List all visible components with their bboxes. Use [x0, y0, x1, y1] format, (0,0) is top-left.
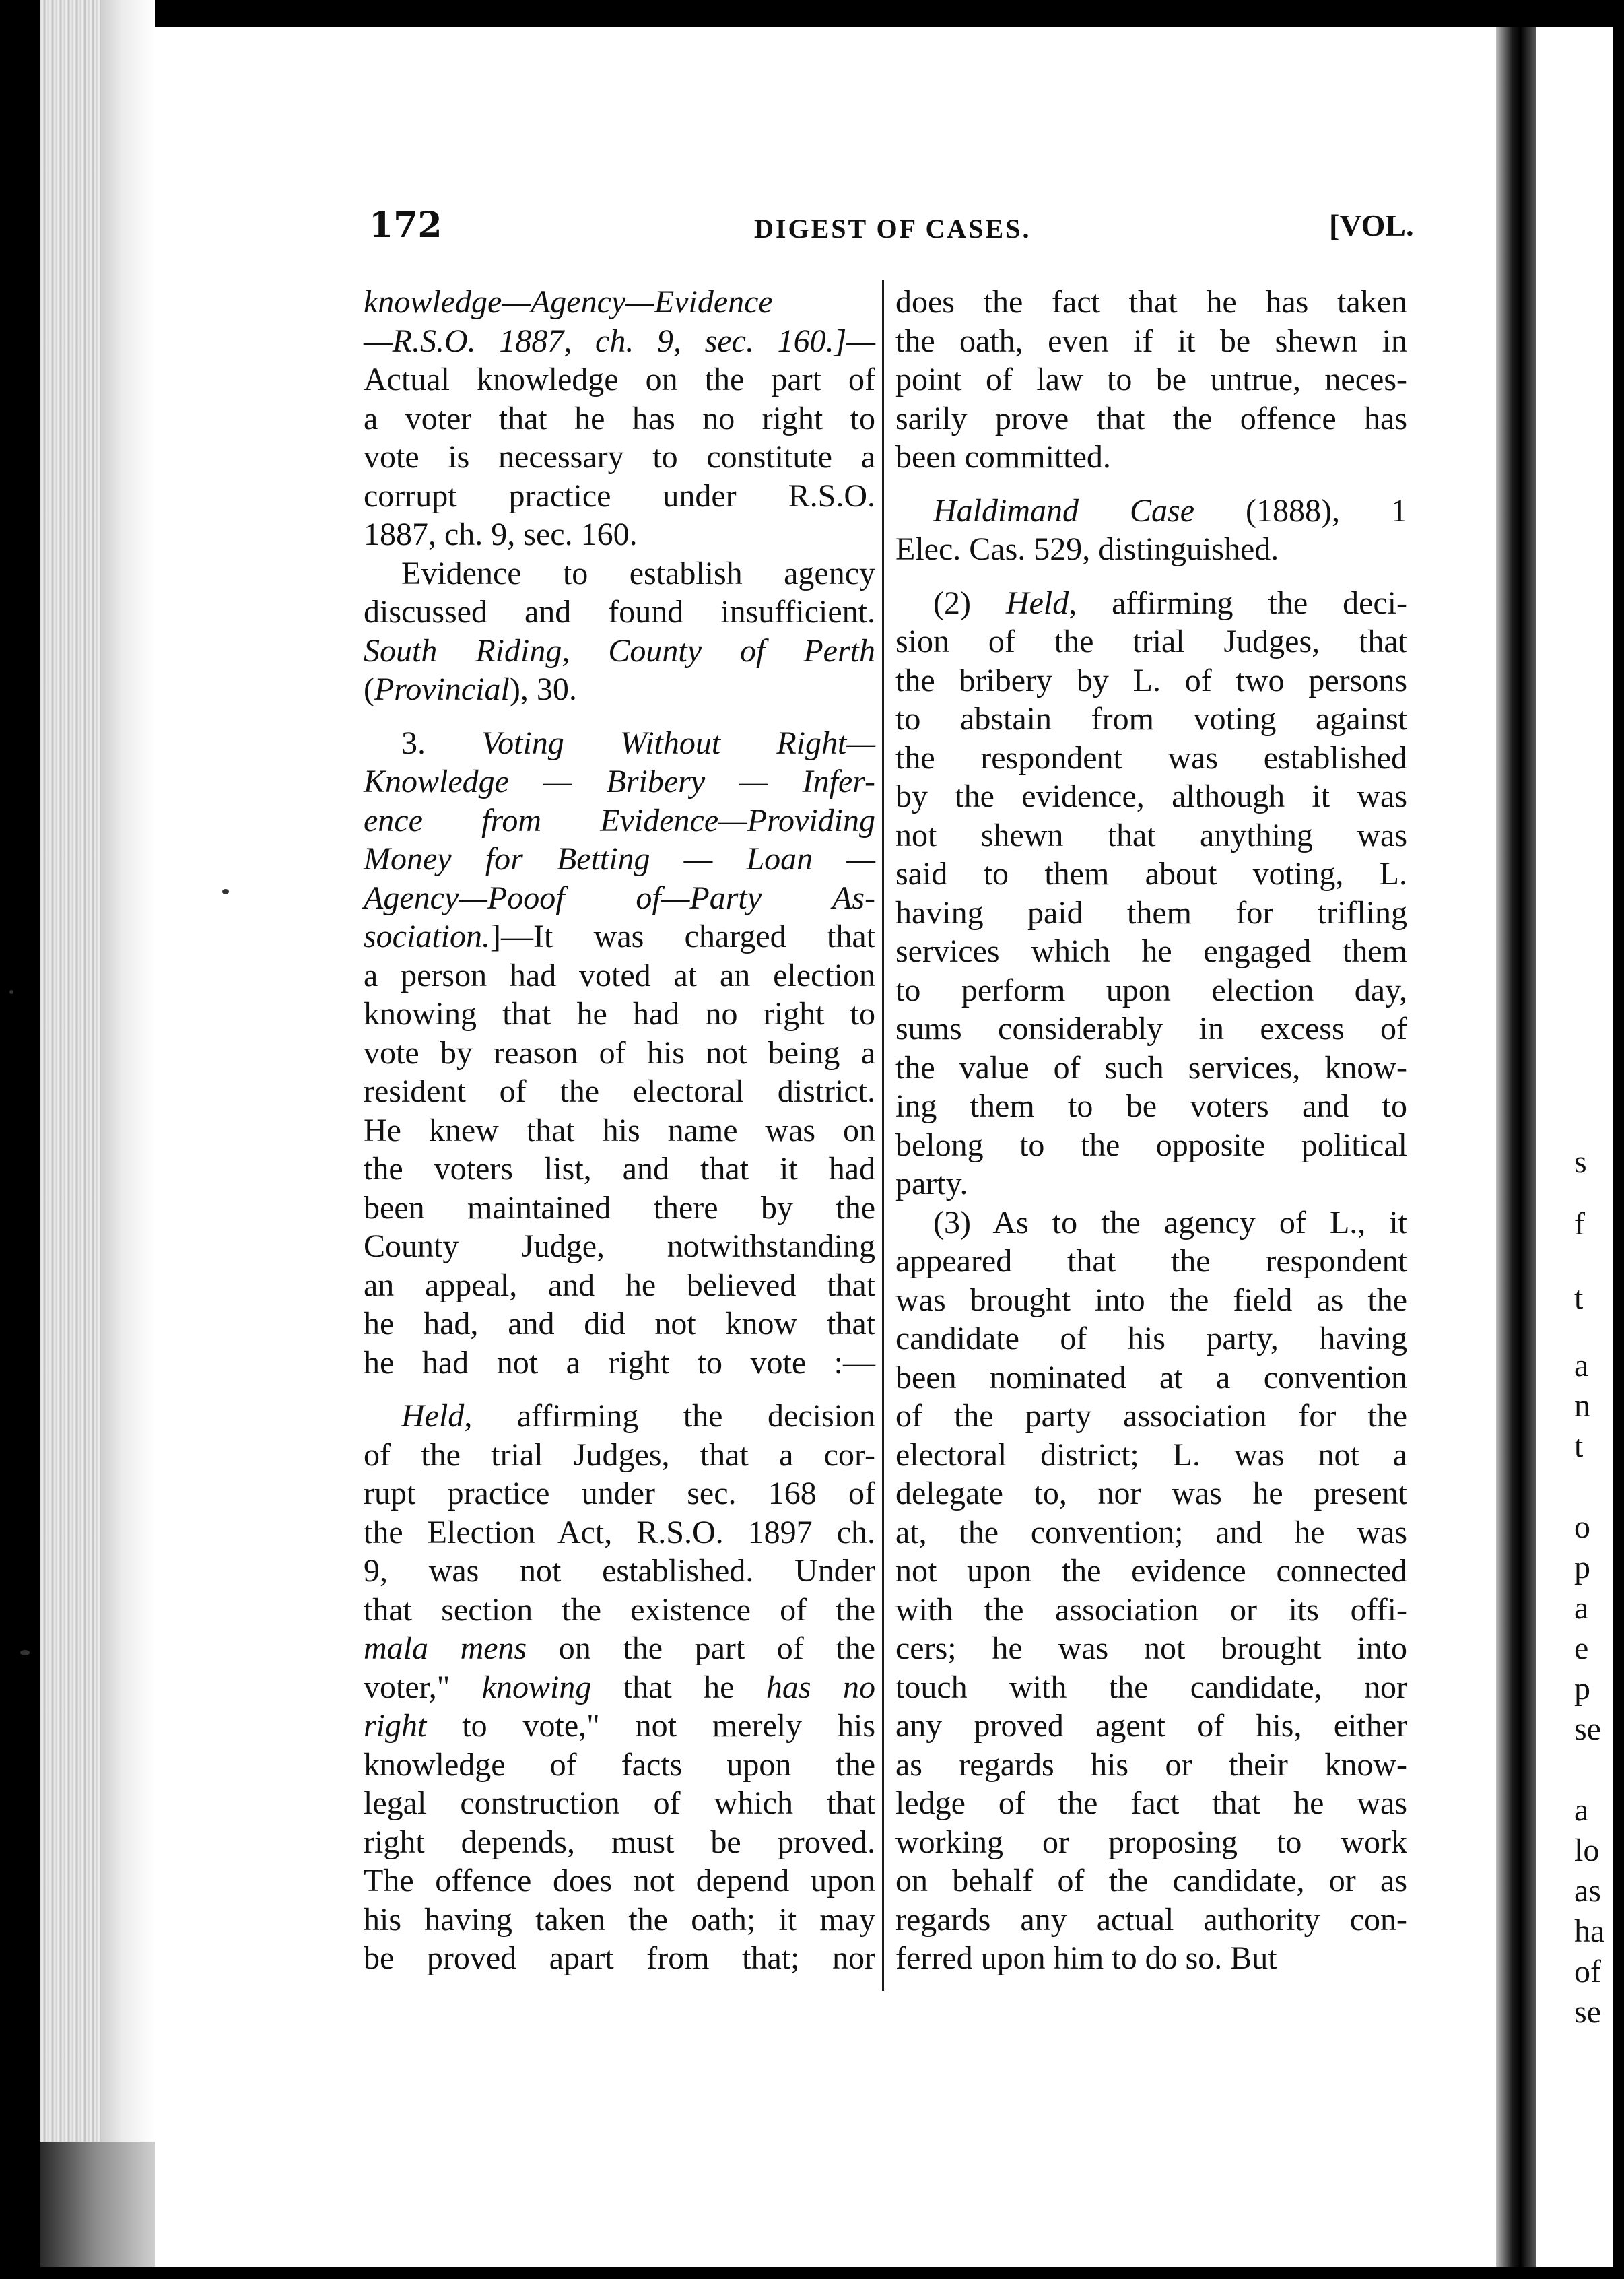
text-line	[364, 1668, 875, 1707]
text-line: right depends, must be proved.	[364, 1824, 875, 1860]
text-line: the voters list, and that it had	[364, 1151, 875, 1187]
text-line: Agency—Pooof of—Party As-	[364, 880, 875, 916]
text-roman: , affirming the decision	[464, 1398, 875, 1434]
text-line: the value of such services, know-	[895, 1049, 1407, 1086]
scan-speck	[9, 990, 13, 994]
text-line: —R.S.O. 1887, ch. 9, sec. 160.]—	[364, 323, 875, 359]
text-line	[364, 724, 875, 763]
text-line: sarily prove that the offence has	[895, 400, 1407, 436]
text-line: touch with the candidate, nor	[895, 1669, 1407, 1705]
text-line: ing them to be voters and to	[895, 1088, 1407, 1124]
text-italic: Haldimand Case	[933, 492, 1195, 529]
text-roman: to vote," not merely his	[426, 1708, 875, 1744]
page-number: 172	[369, 205, 442, 246]
text-line: having paid them for trifling	[895, 894, 1407, 931]
facing-page-letter: se	[1574, 1711, 1601, 1747]
text-roman: that he	[591, 1669, 766, 1705]
text-line: Knowledge — Bribery — Infer-	[364, 764, 875, 799]
text-roman: voter,"	[364, 1669, 482, 1705]
facing-page-letter: as	[1574, 1873, 1601, 1909]
volume-marker: [VOL.	[1329, 208, 1414, 242]
facing-page-letter: t	[1574, 1428, 1584, 1464]
text-line: vote by reason of his not being a	[364, 1034, 875, 1071]
scan-border-left	[0, 0, 40, 2279]
text-line: the oath, even if it be shewn in	[895, 323, 1407, 359]
text-line: a person had voted at an election	[364, 957, 875, 993]
text-line: been nominated at a convention	[895, 1359, 1407, 1395]
text-line: knowledge—Agency—Evidence	[364, 284, 773, 320]
text-line: ferred upon him to do so. But	[895, 1940, 1277, 1976]
text-line: by the evidence, although it was	[895, 779, 1407, 814]
text-line: knowledge of facts upon the	[364, 1746, 875, 1783]
facing-page-letter: o	[1574, 1509, 1590, 1545]
text-line: 1887, ch. 9, sec. 160.	[364, 517, 638, 552]
facing-page-letter: a	[1574, 1792, 1589, 1828]
text-line: that section the existence of the	[364, 1591, 875, 1628]
text-line: services which he engaged them	[895, 933, 1407, 969]
text-line: sion of the trial Judges, that	[895, 624, 1407, 659]
text-line	[364, 1707, 875, 1746]
text-line: his having taken the oath; it may	[364, 1901, 875, 1938]
text-line: not shewn that anything was	[895, 817, 1407, 853]
text-line: discussed and found insufficient.	[364, 594, 875, 630]
text-line: Elec. Cas. 529, distinguished.	[895, 531, 1279, 567]
paragraph-gap	[364, 1382, 875, 1397]
left-column	[364, 283, 875, 1978]
facing-page-letter: f	[1574, 1206, 1585, 1242]
facing-page-letter: t	[1574, 1280, 1584, 1316]
text-line: been committed.	[895, 439, 1111, 475]
text-line: to perform upon election day,	[895, 972, 1407, 1008]
text-italic: sociation.	[364, 919, 490, 954]
text-line: cers; he was not brought into	[895, 1630, 1407, 1666]
text-line: legal construction of which that	[364, 1785, 875, 1821]
text-line: (3) As to the agency of L., it	[933, 1204, 1407, 1241]
facing-page-letter: a	[1574, 1348, 1589, 1383]
text-roman: , affirming the deci-	[1069, 585, 1407, 621]
text-roman: on the part of the	[527, 1630, 876, 1666]
text-line: not upon the evidence connected	[895, 1553, 1407, 1589]
text-line: (Provincial), 30.	[364, 671, 577, 707]
text-line: resident of the electoral district.	[364, 1074, 875, 1109]
text-line: he had not a right to vote :—	[364, 1344, 875, 1381]
text-line: of the party association for the	[895, 1398, 1407, 1434]
paragraph-gap	[895, 477, 1407, 492]
text-line: South Riding, County of Perth	[364, 632, 875, 669]
text-line: ledge of the fact that he was	[895, 1785, 1407, 1821]
scan-border-right	[1613, 0, 1624, 2279]
text-italic: Voting Without Right—	[481, 725, 876, 761]
text-line: sums considerably in excess of	[895, 1011, 1407, 1047]
text-line: Actual knowledge on the part of	[364, 362, 875, 397]
text-line	[364, 1629, 875, 1668]
text-roman: (1888), 1	[1194, 492, 1408, 529]
text-line: the respondent was established	[895, 739, 1407, 776]
text-line: corrupt practice under R.S.O.	[364, 477, 875, 514]
text-line: delegate to, nor was he present	[895, 1476, 1407, 1511]
scan-speck	[20, 1650, 30, 1655]
facing-page-letter: ha	[1574, 1913, 1605, 1949]
column-rule	[882, 280, 884, 1991]
text-line: be proved apart from that; nor	[364, 1940, 875, 1976]
text-line: ence from Evidence—Providing	[364, 802, 875, 838]
text-line	[364, 1397, 875, 1436]
text-line: appeared that the respondent	[895, 1243, 1407, 1279]
text-line: County Judge, notwithstanding	[364, 1228, 875, 1264]
text-line: the bribery by L. of two persons	[895, 662, 1407, 698]
paragraph-gap	[895, 569, 1407, 584]
text-line: to abstain from voting against	[895, 701, 1407, 737]
facing-page-letter: a	[1574, 1590, 1589, 1626]
facing-page-letter: p	[1574, 1671, 1590, 1707]
running-head: DIGEST OF CASES.	[754, 213, 1031, 244]
text-line: been maintained there by the	[364, 1189, 875, 1226]
facing-page-letter: p	[1574, 1550, 1590, 1585]
text-roman: 3.	[401, 725, 482, 761]
facing-page-letter: of	[1574, 1954, 1601, 1989]
text-roman: ]—It was charged that	[490, 919, 875, 954]
text-line: party.	[895, 1166, 968, 1201]
text-italic: Held	[401, 1398, 465, 1434]
text-line: regards any actual authority con-	[895, 1901, 1407, 1938]
text-line: 9, was not established. Under	[364, 1553, 875, 1589]
text-line: candidate of his party, having	[895, 1321, 1407, 1356]
page-edge-shadow	[101, 0, 155, 2142]
text-line: Money for Betting — Loan —	[364, 841, 875, 877]
text-line: point of law to be untrue, neces-	[895, 362, 1407, 397]
text-line: The offence does not depend upon	[364, 1863, 875, 1898]
text-line: said to them about voting, L.	[895, 856, 1407, 892]
text-italic: right	[364, 1708, 427, 1744]
text-line: Evidence to establish agency	[401, 555, 875, 591]
text-italic: knowing	[481, 1669, 592, 1705]
text-line: the Election Act, R.S.O. 1897 ch.	[364, 1514, 875, 1550]
text-line: does the fact that he has taken	[895, 284, 1407, 320]
text-line	[364, 917, 875, 956]
text-line: with the association or its offi-	[895, 1591, 1407, 1628]
text-line: electoral district; L. was not a	[895, 1436, 1407, 1473]
facing-page-letter: e	[1574, 1630, 1589, 1666]
text-line: an appeal, and he believed that	[364, 1267, 875, 1303]
text-line: working or proposing to work	[895, 1824, 1407, 1860]
book-gutter	[1496, 27, 1536, 2267]
facing-page-letter: s	[1574, 1144, 1587, 1180]
text-italic: Held	[1005, 585, 1069, 621]
text-italic: mala mens	[364, 1630, 527, 1666]
scan-border-top	[0, 0, 1624, 27]
text-line: as regards his or their know-	[895, 1746, 1407, 1783]
text-italic: Provincial	[374, 671, 510, 707]
text-line	[895, 584, 1407, 623]
text-roman: ), 30.	[509, 671, 577, 707]
facing-page-letter: se	[1574, 1994, 1601, 2030]
facing-page-letter: lo	[1574, 1832, 1600, 1868]
text-line: He knew that his name was on	[364, 1112, 875, 1148]
facing-page-letter: n	[1574, 1388, 1590, 1424]
scan-speck	[222, 889, 229, 894]
text-line: any proved agent of his, either	[895, 1708, 1407, 1744]
text-line: he had, and did not know that	[364, 1306, 875, 1342]
text-line: rupt practice under sec. 168 of	[364, 1476, 875, 1511]
right-column	[895, 283, 1407, 1978]
text-line: was brought into the field as the	[895, 1282, 1407, 1318]
text-line: belong to the opposite political	[895, 1127, 1407, 1163]
text-line: of the trial Judges, that a cor-	[364, 1436, 875, 1473]
text-line: knowing that he had no right to	[364, 996, 875, 1032]
text-roman: (2)	[933, 585, 1006, 621]
text-italic: has no	[766, 1669, 876, 1705]
text-line: on behalf of the candidate, or as	[895, 1863, 1407, 1898]
paragraph-gap	[364, 709, 875, 724]
scan-border-bottom	[0, 2267, 1624, 2279]
text-line	[895, 492, 1407, 531]
text-line: at, the convention; and he was	[895, 1514, 1407, 1550]
text-line: vote is necessary to constitute a	[364, 439, 875, 475]
text-line: a voter that he has no right to	[364, 400, 875, 436]
